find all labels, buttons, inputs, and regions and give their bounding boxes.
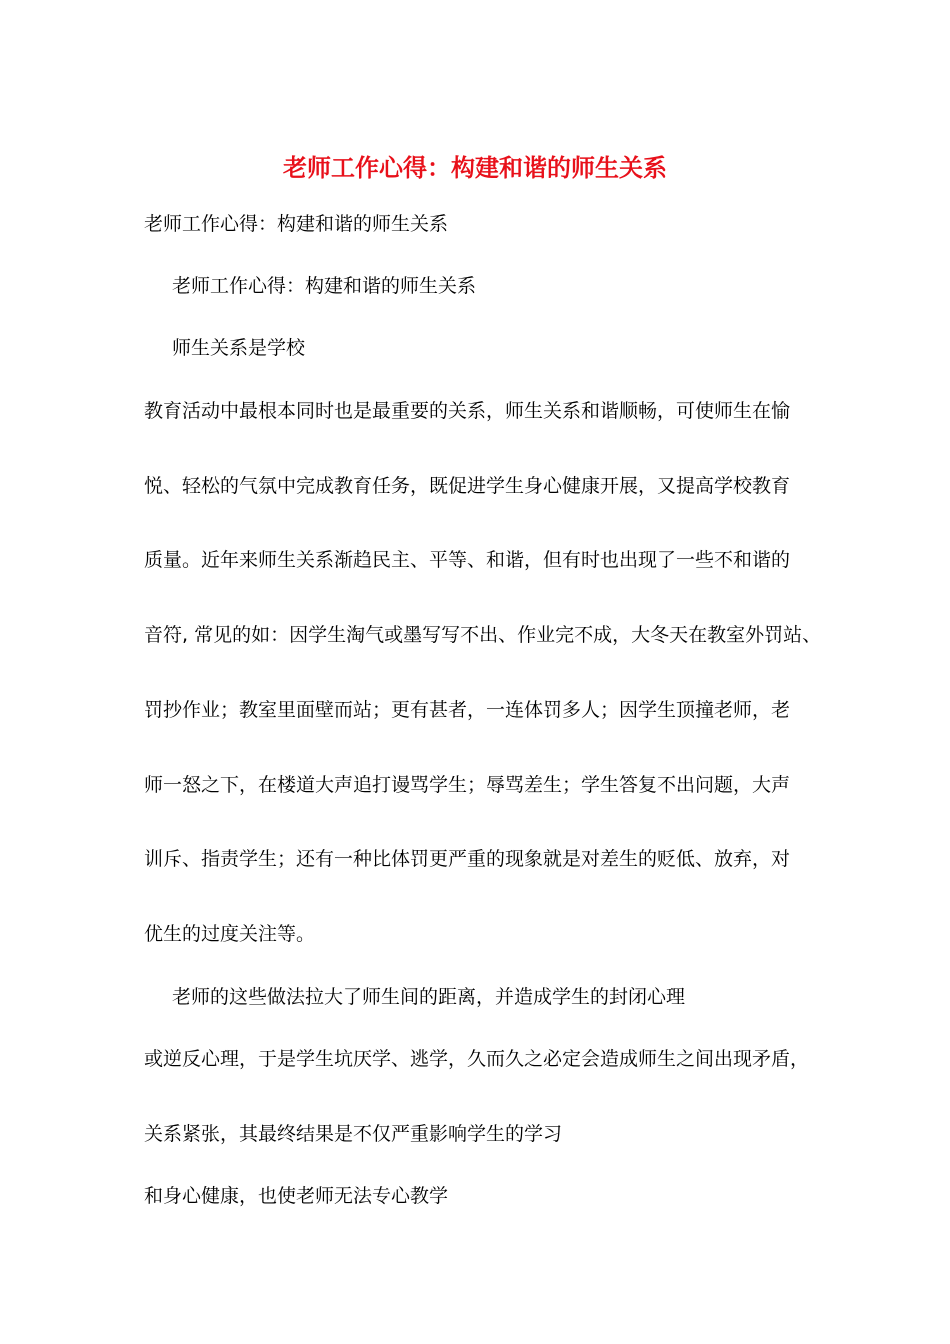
subtitle-line: 老师工作心得：构建和谐的师生关系 <box>144 213 449 235</box>
paragraph-line: 和身心健康，也使老师无法专心教学 <box>144 1185 449 1207</box>
paragraph-line: 教育活动中最根本同时也是最重要的关系，师生关系和谐顺畅，可使师生在愉 <box>144 400 791 422</box>
paragraph-line: 质量。近年来师生关系渐趋民主、平等、和谐，但有时也出现了一些不和谐的 <box>144 549 791 571</box>
paragraph-line: 师生关系是学校 <box>172 337 306 359</box>
paragraph-line: 老师的这些做法拉大了师生间的距离，并造成学生的封闭心理 <box>172 986 686 1008</box>
paragraph-line: 优生的过度关注等。 <box>144 923 316 945</box>
paragraph-line: 关系紧张，其最终结果是不仅严重影响学生的学习 <box>144 1123 563 1145</box>
paragraph-line: 悦、轻松的气氛中完成教育任务，既促进学生身心健康开展，又提高学校教育 <box>144 475 791 497</box>
document-title: 老师工作心得：构建和谐的师生关系 <box>283 153 667 182</box>
paragraph-line: 师一怒之下，在楼道大声追打谩骂学生；辱骂差生；学生答复不出问题，大声 <box>144 774 791 796</box>
paragraph-line: 训斥、指责学生；还有一种比体罚更严重的现象就是对差生的贬低、放弃，对 <box>144 848 791 870</box>
paragraph-line: 罚抄作业；教室里面壁而站；更有甚者，一连体罚多人；因学生顶撞老师，老 <box>144 699 791 721</box>
paragraph-line: 或逆反心理，于是学生坑厌学、逃学，久而久之必定会造成师生之间出现矛盾， <box>144 1048 810 1070</box>
subtitle-indented-line: 老师工作心得：构建和谐的师生关系 <box>172 275 477 297</box>
paragraph-line: 音符, 常见的如：因学生淘气或墨写写不出、作业完不成，大冬天在教室外罚站、 <box>144 624 822 646</box>
